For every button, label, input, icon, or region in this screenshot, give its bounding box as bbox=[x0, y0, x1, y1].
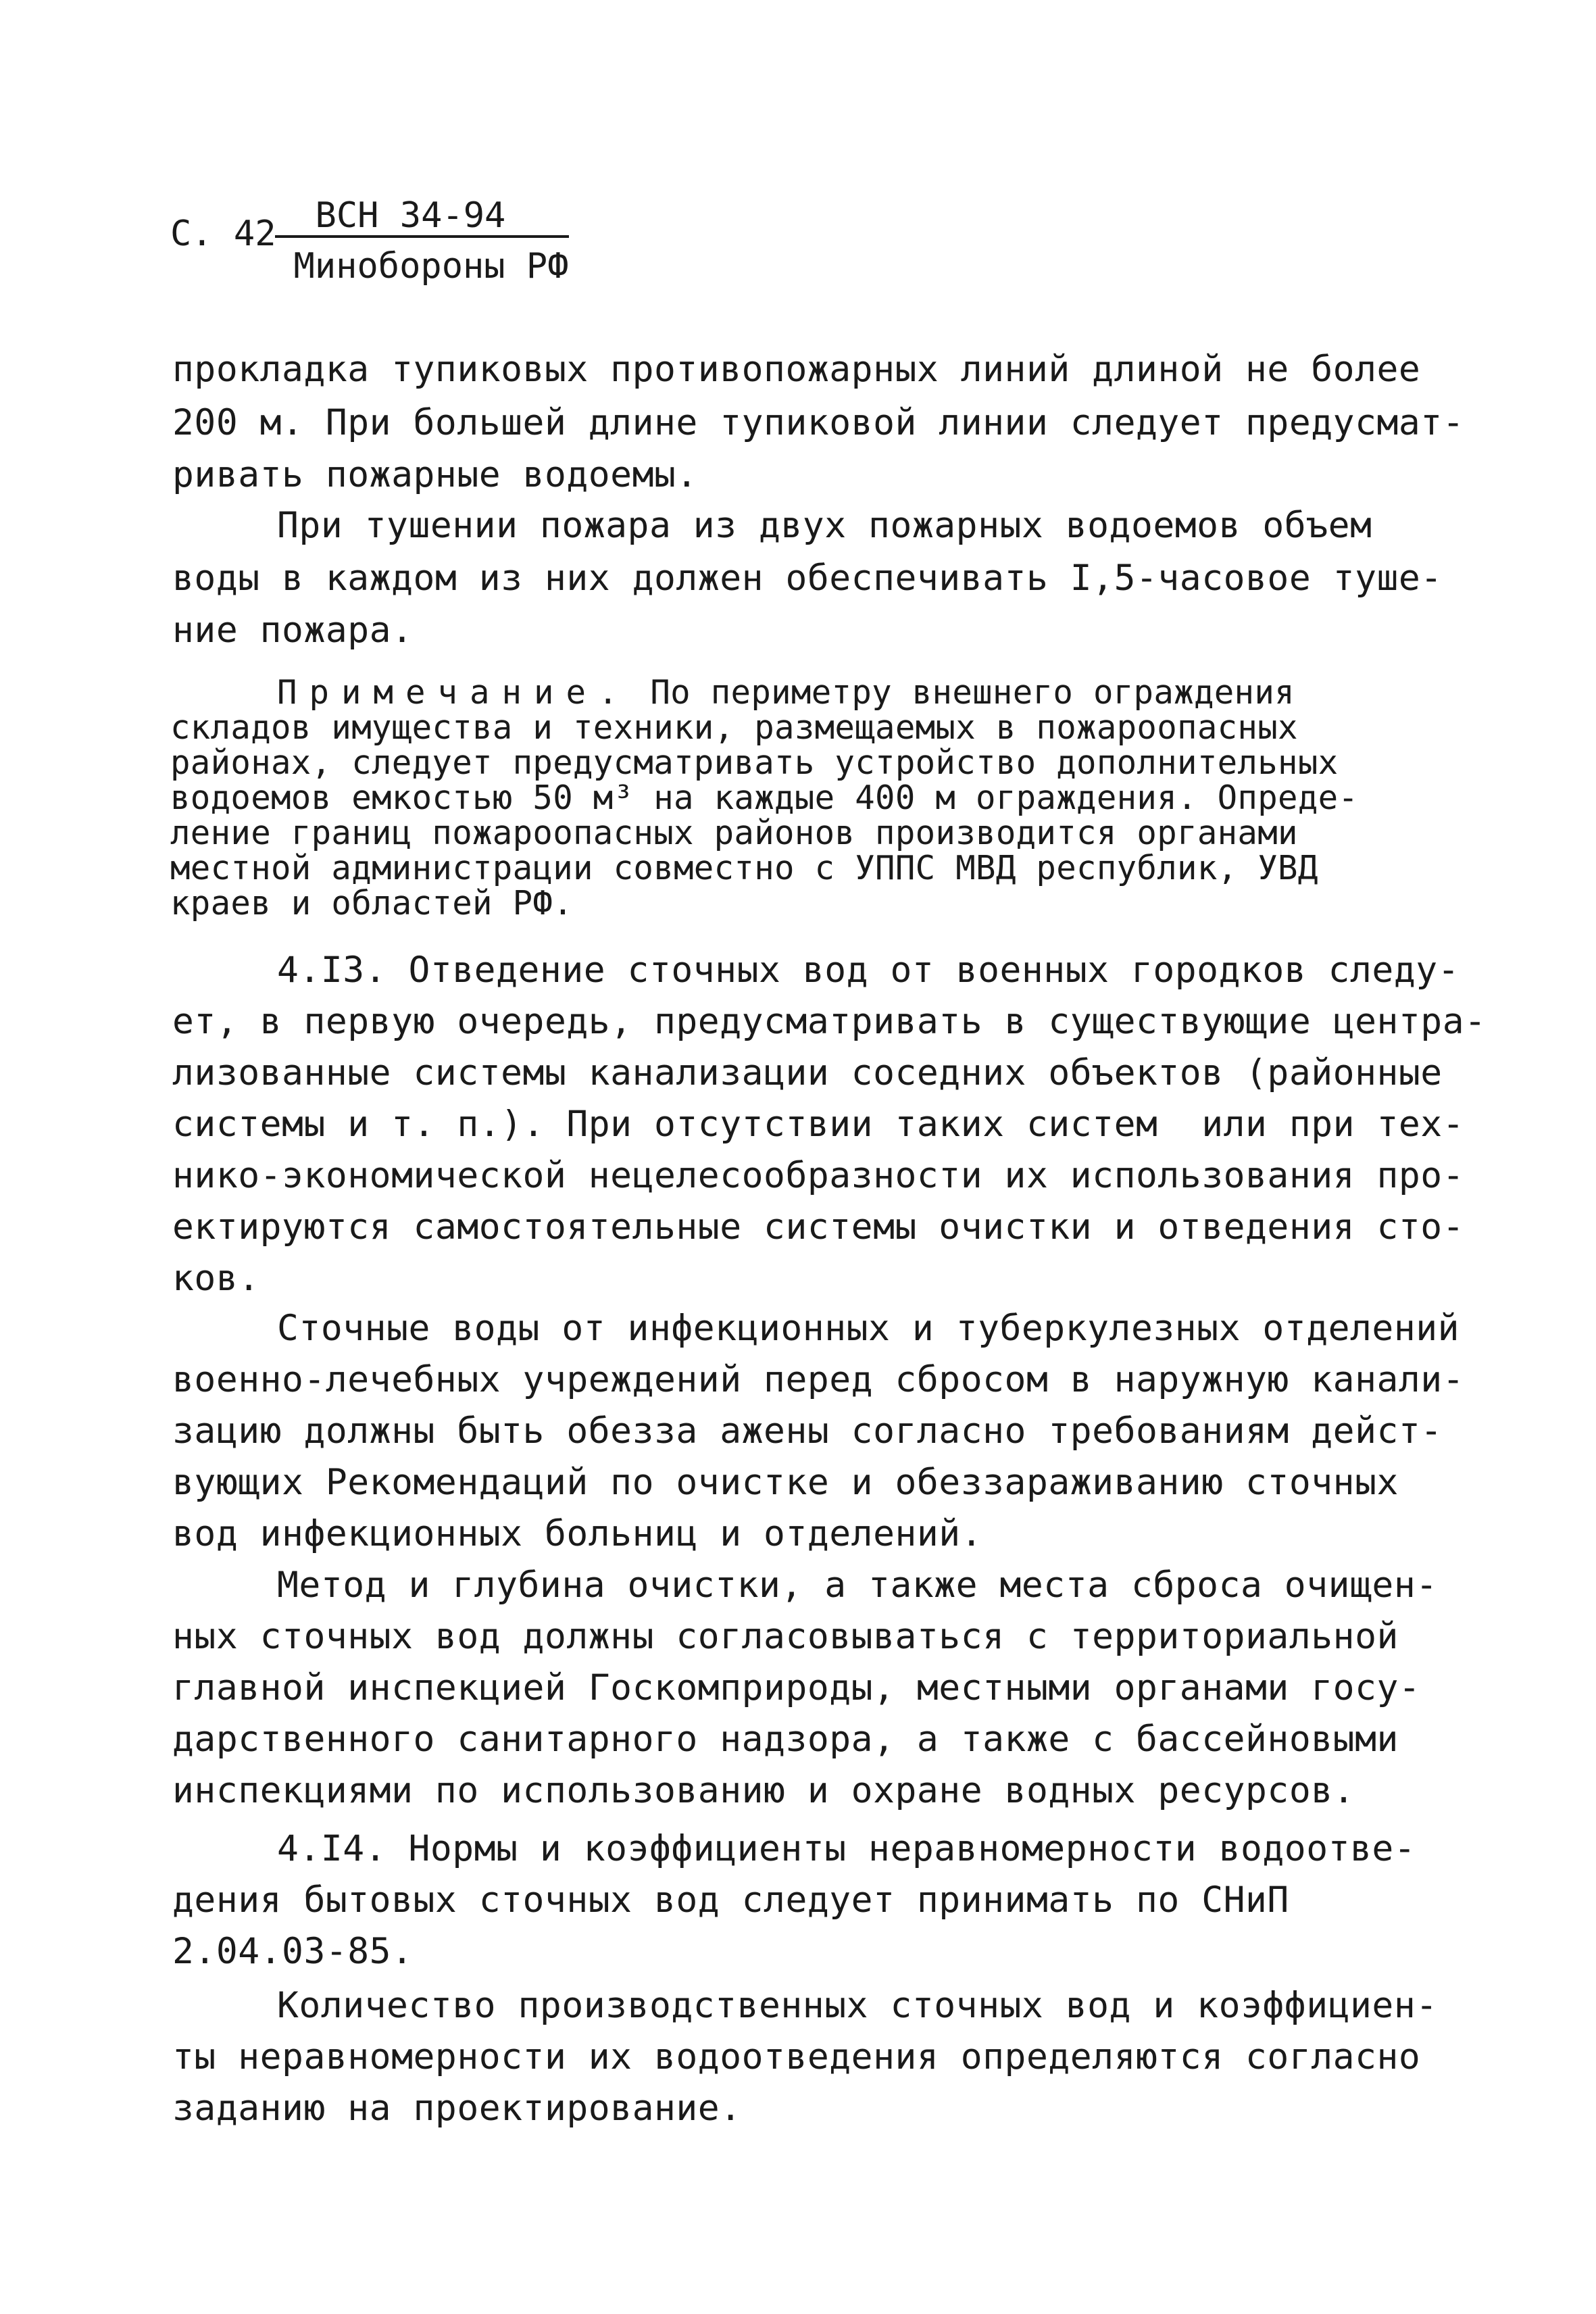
note-line: районах, следует предусматривать устройство дополнительных bbox=[170, 743, 1339, 782]
note-first-line bbox=[277, 673, 1295, 712]
text-line: ков. bbox=[172, 1258, 260, 1299]
text-line: прокладка тупиковых противопожарных линий длиной не более bbox=[172, 349, 1421, 390]
note-line: краев и областей РФ. bbox=[170, 884, 574, 922]
text-line: ектируются самостоятельные системы очистки и отведения сто- bbox=[172, 1206, 1465, 1248]
text-line: вующих Рекомендаций по очистке и обеззараживанию сточных bbox=[172, 1462, 1399, 1503]
text-line: дения бытовых сточных вод следует принимать по СНиП bbox=[172, 1879, 1289, 1921]
text-line: 200 м. При большей длине тупиковой линии следует предусмат- bbox=[172, 402, 1465, 443]
text-line: Количество производственных сточных вод и коэффициен- bbox=[277, 1985, 1438, 2026]
section-4-13-line: 4.I3. Отведение сточных вод от военных городков следу- bbox=[277, 950, 1460, 991]
text-line: системы и т. п.). При отсутствии таких систем или при тех- bbox=[172, 1104, 1465, 1145]
text-line: лизованные системы канализации соседних объектов (районные bbox=[172, 1052, 1443, 1093]
note-line: местной администрации совместно с УППС МВД республик, УВД bbox=[170, 849, 1318, 887]
note-first-line-text: По периметру внешнего ограждения bbox=[650, 673, 1295, 712]
text-line: ривать пожарные водоемы. bbox=[172, 454, 698, 495]
section-4-14-line: 4.I4. Нормы и коэффициенты неравномерности водоотве- bbox=[277, 1828, 1416, 1869]
text-line: воды в каждом из них должен обеспечивать I,5-часовое туше- bbox=[172, 558, 1443, 599]
document-code: ВСН 34-94 bbox=[275, 196, 569, 238]
note-label: Примечание. bbox=[277, 673, 630, 712]
text-line: инспекциями по использованию и охране водных ресурсов. bbox=[172, 1770, 1355, 1811]
text-line: При тушении пожара из двух пожарных водоемов объем bbox=[277, 505, 1372, 546]
note-line: складов имущества и техники, размещаемых в пожароопасных bbox=[170, 708, 1298, 747]
note-line: водоемов емкостью 50 м³ на каждые 400 м ограждения. Опреде- bbox=[170, 779, 1359, 817]
text-line: ет, в первую очередь, предусматривать в существующие центра- bbox=[172, 1001, 1487, 1042]
page-number: С. 42 bbox=[170, 214, 276, 254]
text-line: Метод и глубина очистки, а также места сброса очищен- bbox=[277, 1565, 1438, 1606]
page-header bbox=[170, 196, 569, 288]
text-line: главной инспекцией Госкомприроды, местными органами госу- bbox=[172, 1667, 1421, 1708]
text-line: военно-лечебных учреждений перед сбросом в наружную канали- bbox=[172, 1359, 1465, 1400]
text-line: Сточные воды от инфекционных и туберкулезных отделений bbox=[277, 1308, 1460, 1349]
organization: Минобороны РФ bbox=[293, 246, 569, 287]
text-line: ных сточных вод должны согласовываться с территориальной bbox=[172, 1616, 1399, 1657]
text-line: заданию на проектирование. bbox=[172, 2088, 742, 2129]
text-line: 2.04.03-85. bbox=[172, 1931, 414, 1972]
text-line: нико-экономической нецелесообразности их использования про- bbox=[172, 1155, 1465, 1196]
text-line: вод инфекционных больниц и отделений. bbox=[172, 1513, 983, 1554]
text-line: ты неравномерности их водоотведения определяются согласно bbox=[172, 2036, 1421, 2077]
text-line: ние пожара. bbox=[172, 610, 414, 651]
text-line: дарственного санитарного надзора, а также с бассейновыми bbox=[172, 1719, 1399, 1760]
header-codes bbox=[289, 196, 569, 288]
text-line: зацию должны быть обезза ажены согласно требованиям дейст- bbox=[172, 1410, 1443, 1452]
note-line: ление границ пожароопасных районов производится органами bbox=[170, 814, 1298, 852]
